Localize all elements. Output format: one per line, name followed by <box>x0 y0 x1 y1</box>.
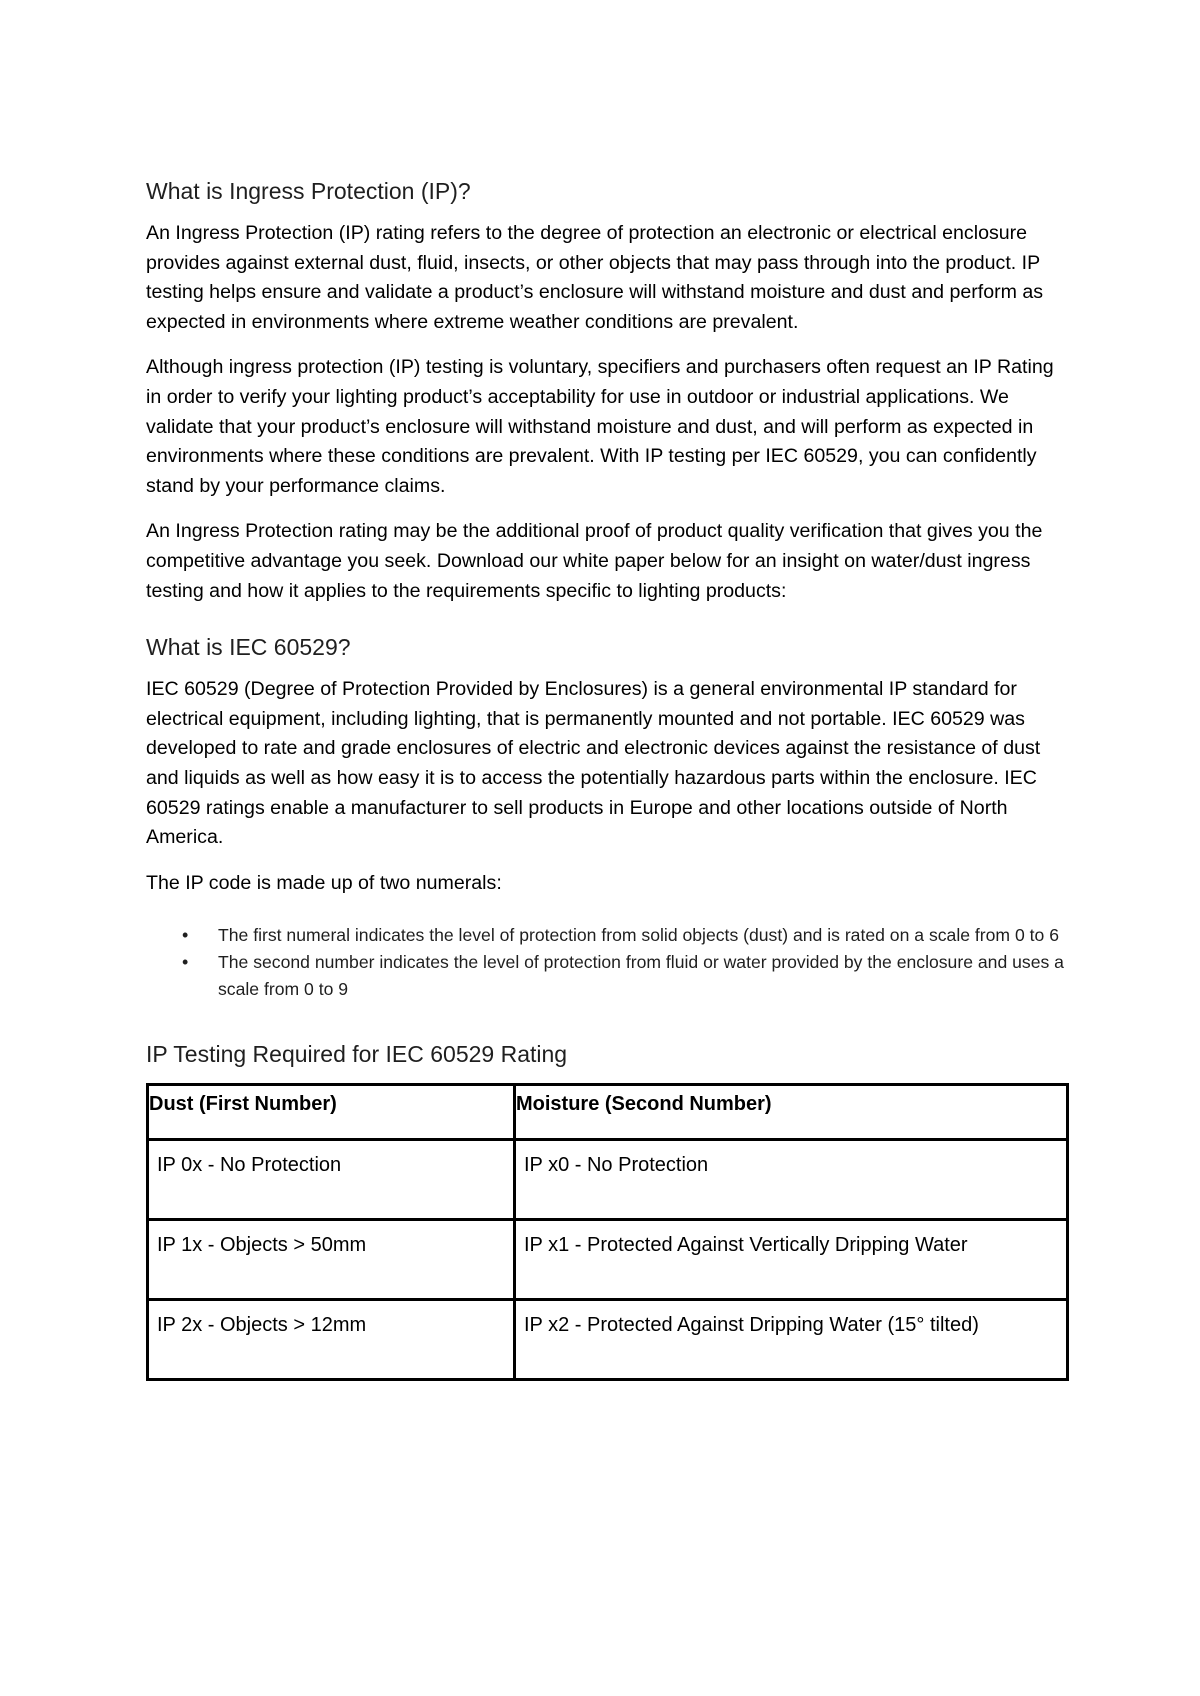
ip-code-bullet-list <box>146 922 1066 1003</box>
column-header-moisture: Moisture (Second Number) <box>515 1085 1068 1140</box>
table-row <box>148 1300 1068 1380</box>
table-header-row <box>148 1085 1068 1140</box>
table-cell-dust: IP 1x - Objects > 50mm <box>148 1220 515 1300</box>
paragraph-ip-definition: An Ingress Protection (IP) rating refers to the degree of protection an electronic or electrical enclosure provides against external dust, fluid, insects, or other objects that may pass through into the product. IP testing helps ensure and validate a product’s enclosure will withstand moisture and dust and perform as expected in environments where extreme weather conditions are prevalent. <box>146 222 1044 333</box>
column-header-dust: Dust (First Number) <box>148 1085 515 1140</box>
paragraph-ip-code-intro: The IP code is made up of two numerals: <box>146 871 502 894</box>
table-row <box>148 1220 1068 1300</box>
table-row <box>148 1140 1068 1220</box>
table-cell-moisture: IP x2 - Protected Against Dripping Water (15° tilted) <box>515 1300 1068 1380</box>
table-cell-dust: IP 0x - No Protection <box>148 1140 515 1220</box>
ip-rating-table <box>146 1083 1069 1381</box>
heading-ingress-protection: What is Ingress Protection (IP)? <box>146 178 471 204</box>
paragraph-ip-advantage: An Ingress Protection rating may be the additional proof of product quality verification that gives you the competitive advantage you seek. Download our white paper below for an insight on water/dust ingress testing and how it applies to the requirements specific to lighting products: <box>146 520 1043 602</box>
list-item: • The first numeral indicates the level of protection from solid objects (dust) and is rated on a scale from 0 to 6 <box>218 922 1066 949</box>
list-item: • The second number indicates the level of protection from fluid or water provided by the enclosure and uses a scale from 0 to 9 <box>218 949 1066 1003</box>
table-cell-moisture: IP x1 - Protected Against Vertically Dripping Water <box>515 1220 1068 1300</box>
paragraph-iec-definition: IEC 60529 (Degree of Protection Provided by Enclosures) is a general environmental IP standard for electrical equipment, including lighting, that is permanently mounted and not portable. IEC 60529 was developed to rate and grade enclosures of electric and electronic devices against the resistance of dust and liquids as well as how easy it is to access the potentially hazardous parts within the enclosure. IEC 60529 ratings enable a manufacturer to sell products in Europe and other locations outside of North America. <box>146 678 1041 849</box>
heading-ip-testing-table: IP Testing Required for IEC 60529 Rating <box>146 1041 568 1068</box>
table-cell-dust: IP 2x - Objects > 12mm <box>148 1300 515 1380</box>
paragraph-ip-voluntary: Although ingress protection (IP) testing is voluntary, specifiers and purchasers often request an IP Rating in order to verify your lighting product’s acceptability for use in outdoor or industrial applications. We validate that your product’s enclosure will withstand moisture and dust, and will perform as expected in environments where these conditions are prevalent. With IP testing per IEC 60529, you can confidently stand by your performance claims. <box>146 356 1054 497</box>
table-cell-moisture: IP x0 - No Protection <box>515 1140 1068 1220</box>
heading-iec-60529: What is IEC 60529? <box>146 634 351 661</box>
document-page <box>146 176 1066 1381</box>
